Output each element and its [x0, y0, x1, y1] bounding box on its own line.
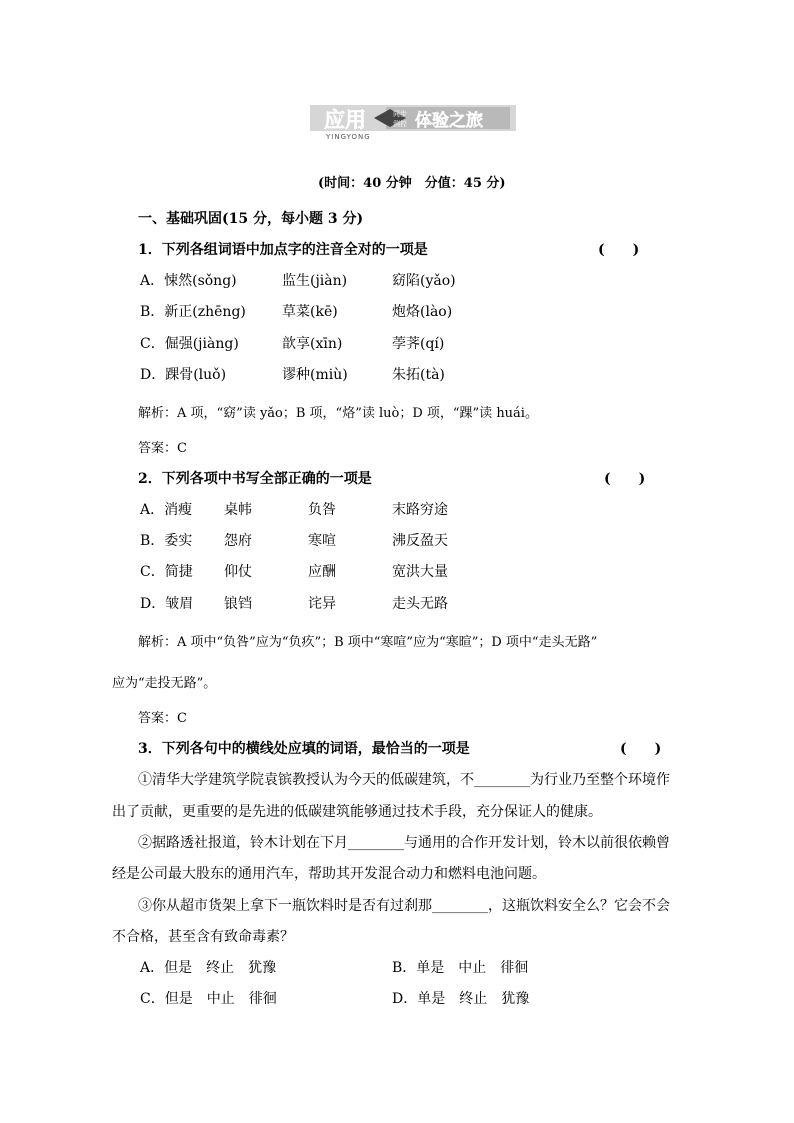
q2-answer: 答案：C [138, 711, 187, 726]
q1-d-1: D．踝骨(luǒ) [140, 367, 227, 383]
q2-b-4: 沸反盈天 [392, 533, 448, 549]
q1-d-2: 谬种(miù) [282, 367, 348, 383]
q1-a-3: 窈陷(yǎo) [392, 273, 456, 289]
q1-b-2: 草菜(kē) [282, 304, 338, 320]
q3-para2-line1: ②据路透社报道，铃木计划在下月________与通用的合作开发计划，铃木以前很依赖曾 [138, 835, 670, 851]
q1-b-1: B．新正(zhēng) [140, 304, 246, 320]
q1-b-3: 炮烙(lào) [392, 304, 453, 320]
q3-option-a: A．但是 终止 犹豫 [140, 960, 277, 976]
q2-a-1: A．消瘦 [140, 502, 193, 518]
q1-answer: 答案：C [138, 441, 187, 456]
q3-para1-line2: 出了贡献，更重要的是先进的低碳建筑能够通过技术手段，充分保证人的健康。 [112, 804, 602, 820]
logo-graphic [310, 103, 516, 141]
q1-stem: 1．下列各组词语中加点字的注音全对的一项是 [138, 242, 428, 258]
logo-pinyin: YINGYONG [326, 133, 371, 141]
q3-answer-paren: ( ) [620, 741, 662, 757]
q2-a-2: 桌帏 [224, 502, 252, 518]
q2-d-1: D．皱眉 [140, 596, 194, 612]
header-logo [310, 103, 516, 141]
q2-a-4: 末路穷途 [392, 502, 448, 518]
q2-d-4: 走头无路 [392, 596, 448, 612]
q2-answer-paren: ( ) [604, 471, 646, 487]
q1-analysis: 解析：A 项，“窈”读 yǎo；B 项，“烙”读 luò；D 项，“踝”读 huái。 [138, 406, 538, 421]
q2-analysis-line1: 解析：A 项中“负咎”应为“负疚”；B 项中“寒喧”应为“寒暄”；D 项中“走头无路” [138, 635, 598, 650]
q2-b-2: 怨府 [224, 533, 252, 549]
q3-para1-line1: ①清华大学建筑学院袁镔教授认为今天的低碳建筑，不________为行业乃至整个环境作 [138, 772, 670, 788]
q2-stem: 2．下列各项中书写全部正确的一项是 [138, 471, 372, 487]
q1-answer-paren: ( ) [598, 242, 640, 258]
q2-c-4: 宽洪大量 [392, 564, 448, 580]
q1-c-3: 荸荠(qí) [392, 336, 445, 352]
q3-para2-line2: 经是公司最大股东的通用汽车，帮助其开发混合动力和燃料电池问题。 [112, 866, 546, 882]
q3-para3-line1: ③你从超市货架上拿下一瓶饮料时是否有过刹那________，这瓶饮料安全么？它会不会 [138, 898, 670, 914]
q2-d-3: 诧异 [308, 596, 336, 612]
q2-c-1: C．简捷 [140, 564, 193, 580]
q2-c-2: 仰仗 [224, 564, 252, 580]
logo-small-bottom: 测控 [393, 120, 407, 128]
logo-rest: 体验之旅 [415, 111, 483, 131]
q3-option-c: C．但是 中止 徘徊 [140, 991, 277, 1007]
q3-option-b: B．单是 中止 徘徊 [392, 960, 529, 976]
q1-d-3: 朱拓(tà) [392, 367, 445, 383]
q2-c-3: 应酬 [308, 564, 336, 580]
q3-para3-line2: 不合格，甚至含有致命毒素？ [112, 929, 294, 945]
q1-c-1: C．倔强(jiàng) [140, 336, 239, 352]
exam-meta: (时间：40 分钟 分值：45 分) [318, 176, 506, 191]
logo-small-top: 同步 [393, 110, 407, 118]
q2-d-2: 锒铛 [224, 596, 252, 612]
q2-a-3: 负咎 [308, 502, 336, 518]
q3-stem: 3．下列各句中的横线处应填的词语，最恰当的一项是 [138, 741, 470, 757]
q1-a-2: 监生(jiàn) [282, 273, 348, 289]
q2-analysis-line2: 应为“走投无路”。 [112, 676, 217, 691]
logo-main: 应用 [324, 108, 366, 132]
q1-a-1: A．悚然(sǒng) [140, 273, 237, 289]
q2-b-3: 寒喧 [308, 533, 336, 549]
q3-option-d: D．单是 终止 犹豫 [392, 991, 530, 1007]
q1-c-2: 歆享(xīn) [282, 336, 343, 352]
q2-b-1: B．委实 [140, 533, 193, 549]
section1-title: 一、基础巩固(15 分，每小题 3 分) [138, 211, 364, 227]
